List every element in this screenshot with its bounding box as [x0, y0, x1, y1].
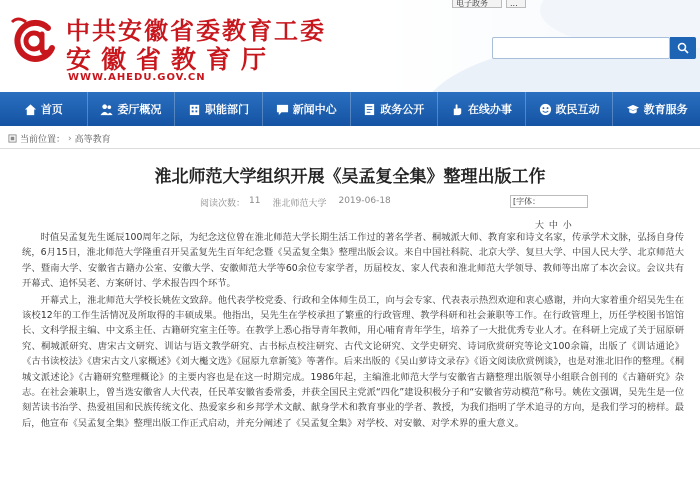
education-logo-icon	[8, 14, 60, 66]
article-title: 淮北师范大学组织开展《吴孟复全集》整理出版工作	[154, 167, 546, 187]
font-size-small[interactable]: 小	[562, 221, 572, 231]
org-name: 中共安徽省委教育工委	[66, 17, 326, 45]
article-paragraph: 开幕式上，淮北师范大学校长姚佐文致辞。他代表学校党委、行政和全体师生员工，向与会专家、代表表示热烈欢迎和衷心感谢，并向大家着重介绍吴先生在该校12年的工作生活情况及所取得的丰硕成果。他指出，吴先生在学校承担了繁重的行政管理、教学科研和社会兼职等工作。在行政管理上，历任学校图书馆馆长、文科学报主编、中文系主任、古籍研究室主任等。在教学上悉心指导青年教师，用心哺育青年学生，培养了一大批优秀专业人才。在科研上完成了关于屈原研究、桐城派研究、唐宋古文研究、训诂与语文教学研究、古书标点校注研究、古代文论研究、文学史研究、诗词欣赏研究等论文100余篇，出版了《训诂通论》《古书读校法》《唐宋古文八家概述》《刘大櫆文选》《屈原九章新笺》等著作。后来出版的《吴山萝诗文录存》《语文阅读欣赏例谈》，也是对淮北旧作的整理。《桐城文派述论》《古籍研究整理概论》的主要内容也是在这一时期完成。1986年起，主编淮北师范大学与安徽省古籍整理出版领导小组联合创刊的《古籍研究》杂志。在社会兼职上，曾当选安徽省人大代表，任民革安徽省委常委，并获全国民主党派“四化”建设积极分子和“安徽省劳动模范”称号。姚佐文强调，吴先生是一位刻苦读书治学、热爱祖国和民族传统文化、热爱家乡和乡邦学术文献、献身学术和教育事业的学者、教授，为我们指明了学术追寻的方向，是我们学习的榜样。最后，他宣布《吴孟复全集》整理出版工作正式启动，并充分阐述了《吴孟复全集》对学校、对安徽、对学术界的重大意义。	[22, 294, 684, 429]
nav-label: 政务公开	[380, 103, 425, 116]
nav-item-departments[interactable]	[175, 92, 263, 126]
nav-label: 职能部门	[205, 103, 250, 116]
article-meta	[200, 196, 395, 209]
breadcrumb-section[interactable]: 高等教育	[74, 135, 111, 145]
nav-label: 政民互动	[555, 103, 600, 116]
breadcrumb-label: 当前位置：	[20, 135, 66, 145]
article-paragraph: 时值吴孟复先生诞辰100周年之际，为纪念这位曾在淮北师范大学长期生活工作过的著名学者、桐城派大师、教育家和诗文名家，传承学术文脉，弘扬自身传统，6月15日，淮北师范大学隆重召开吴孟复先生百年纪念暨《吴孟复全集》整理出版会议。来自中国社科院、北京大学、复旦大学、中国人民大学、北京师范大学、暨南大学、安徽省古籍办公室、安徽大学、安徽师范大学等60余位专家学者，历届校友、家人代表和淮北师范大学领导、教师等出席了本次会议。会议共有开幕式、追怀吴老、方案研讨、学术报告四个环节。	[22, 232, 684, 290]
nav-item-interaction[interactable]	[526, 92, 614, 126]
building-icon	[188, 103, 201, 116]
article-date: 2019-06-18	[338, 196, 391, 206]
nav-item-overview[interactable]	[88, 92, 176, 126]
search-input[interactable]	[492, 37, 670, 59]
home-icon	[24, 103, 37, 116]
utility-link[interactable]: ...	[506, 0, 526, 8]
divider	[0, 148, 700, 149]
main-nav	[0, 92, 700, 126]
breadcrumb-separator: ›	[68, 133, 72, 144]
nav-item-education-services[interactable]	[613, 92, 700, 126]
nav-label: 在线办事	[467, 103, 512, 116]
article-body	[22, 230, 684, 432]
nav-label: 新闻中心	[292, 103, 337, 116]
document-icon	[363, 103, 376, 116]
people-icon	[100, 103, 113, 116]
search-icon	[677, 42, 689, 54]
e-government-link[interactable]: 电子政务	[452, 0, 502, 8]
interaction-icon	[539, 103, 552, 116]
nav-label: 首页	[40, 103, 63, 116]
hand-icon	[451, 103, 464, 116]
chat-icon	[276, 103, 289, 116]
font-select[interactable]: [字体：	[510, 195, 588, 208]
font-size-large[interactable]: 大	[535, 221, 545, 231]
search-button[interactable]	[670, 37, 696, 59]
nav-item-news[interactable]	[263, 92, 351, 126]
graduation-icon	[626, 103, 640, 116]
nav-item-home[interactable]	[0, 92, 88, 126]
font-size-medium[interactable]: 中	[548, 221, 558, 231]
nav-item-public-affairs[interactable]	[351, 92, 439, 126]
views-label: 阅读次数：	[200, 199, 246, 209]
breadcrumb	[8, 132, 111, 145]
dept-name: 安徽省教育厅	[66, 45, 277, 74]
nav-item-online-services[interactable]	[438, 92, 526, 126]
site-url: WWW.AHEDU.GOV.CN	[68, 72, 206, 83]
nav-label: 教育服务	[643, 103, 688, 116]
nav-label: 委厅概况	[117, 103, 162, 116]
utility-bar	[0, 0, 700, 8]
location-icon	[8, 134, 17, 143]
views-count: 11	[249, 196, 261, 206]
article-source: 淮北师范大学	[272, 199, 327, 209]
site-header	[0, 0, 700, 92]
